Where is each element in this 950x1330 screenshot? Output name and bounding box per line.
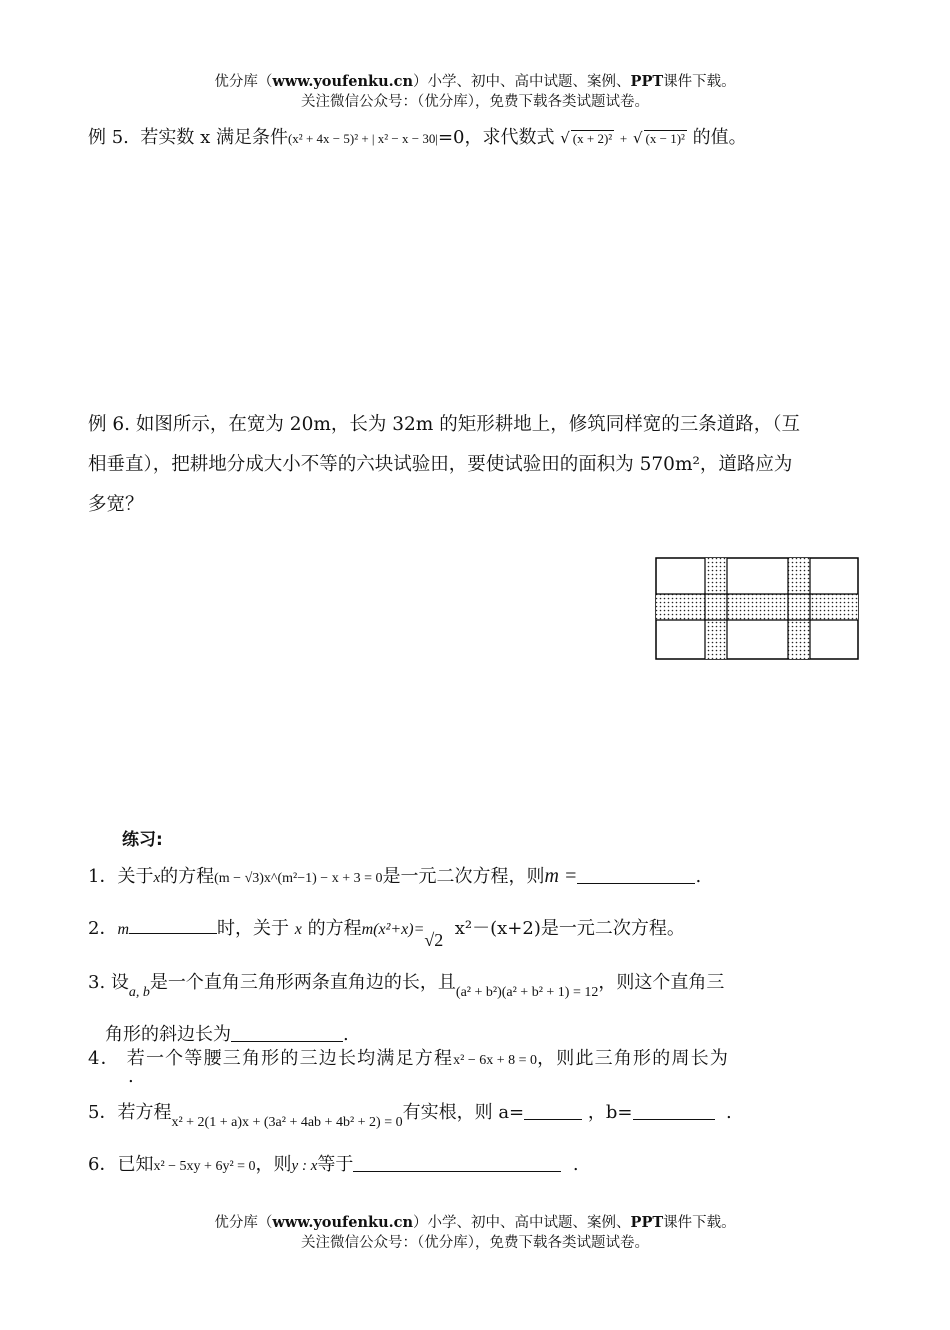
question-3: 3. 设$_{a, b}$是一个直角三角形两条直角边的长，且$_{(a^2 + b^2)(a^2 + b^2 + 1) = 12}$，则这个直角三 xyxy=(88,972,725,1000)
header-line-1: 优分库（www.youfenku.cn）小学、初中、高中试题、案例、PPT课件下载。 xyxy=(214,73,736,90)
horizontal-road xyxy=(656,594,858,620)
question-5: 5．若方程$_{x^2 + 2(1 + a)x + (3a^2 + 4ab + 4b^2 + 2) = 0}$有实根，则 a= ，b= . xyxy=(88,1102,732,1130)
example-6-line-3: 多宽？ xyxy=(88,494,144,515)
answer-blank-3[interactable] xyxy=(231,1025,343,1042)
answer-blank-2[interactable] xyxy=(129,919,217,934)
field-road-diagram xyxy=(655,557,860,661)
question-4: 4． 若一个等腰三角形的三边长均满足方程x² − 6x + 8 = 0，则此三角形的周长为 xyxy=(88,1048,730,1069)
answer-blank-b[interactable] xyxy=(633,1103,715,1120)
answer-blank-a[interactable] xyxy=(524,1103,582,1120)
answer-blank-6[interactable] xyxy=(353,1155,561,1172)
example-6-line-2: 相垂直），把耕地分成大小不等的六块试验田，要使试验田的面积为 570m²，道路应为 xyxy=(88,454,793,475)
example-5: 例 5. 若实数 x 满足条件(x² + 4x − 5)² + | x² − x − 30|=0，求代数式 √ (x + 2)² + √ (x − 1)² 的值。 xyxy=(88,127,747,148)
example-5-condition: (x² + 4x − 5)² + | x² − x − 30| xyxy=(287,131,438,146)
footer-line-2: 关注微信公众号：（优分库），免费下载各类试题试卷。 xyxy=(301,1235,649,1251)
question-4-answer-dot: . xyxy=(128,1066,134,1087)
practice-title: 练习: xyxy=(122,830,163,850)
question-1: 1．关于x的方程(m − √3)x^(m²−1) − x + 3 = 0是一元二次方程，则m = . xyxy=(88,865,702,887)
example-5-label: 例 5. xyxy=(88,127,129,148)
footer-line-1: 优分库（www.youfenku.cn）小学、初中、高中试题、案例、PPT课件下载。 xyxy=(214,1214,736,1231)
header-line-2: 关注微信公众号：（优分库），免费下载各类试题试卷。 xyxy=(301,94,649,110)
example-6-line-1: 例 6. 如图所示，在宽为 20m，长为 32m 的矩形耕地上，修筑同样宽的三条道路，（互 xyxy=(88,414,800,435)
question-6: 6．已知x² − 5xy + 6y² = 0，则y : x等于 . xyxy=(88,1154,579,1175)
question-3-continued: 角形的斜边长为 . xyxy=(105,1024,349,1045)
question-2: 2．m 时，关于 x 的方程m(x²+x)=√2 x²－(x+2)是一元二次方程。 xyxy=(88,918,685,950)
answer-blank-1[interactable] xyxy=(577,867,695,884)
